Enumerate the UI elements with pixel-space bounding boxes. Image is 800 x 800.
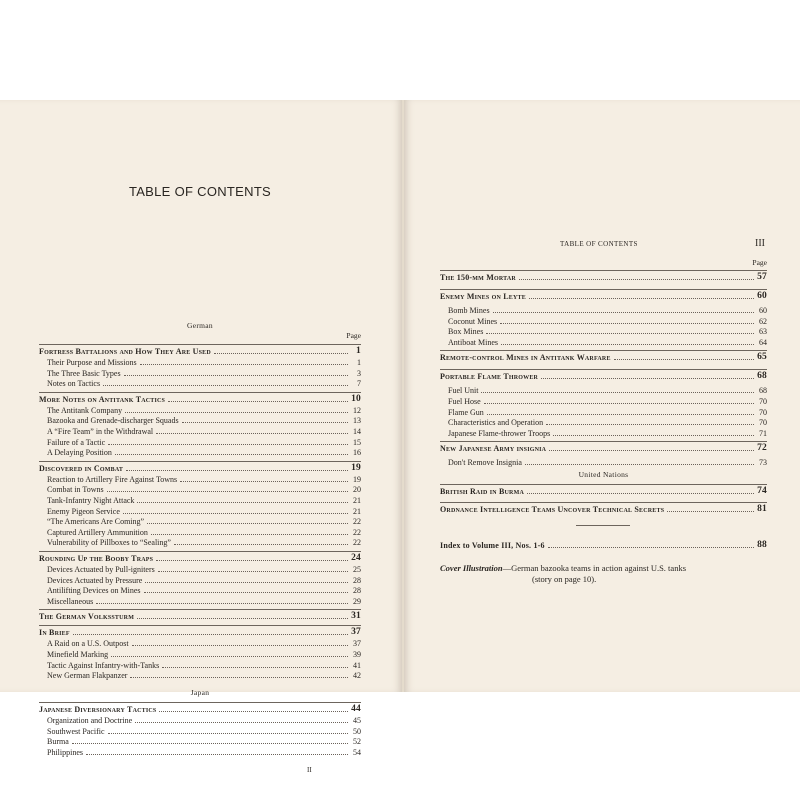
- leader-dots: [168, 401, 348, 402]
- running-head: TABLE OF CONTENTS: [560, 240, 638, 248]
- toc-subentry-page: 70: [759, 397, 767, 406]
- toc-entry-title: Discovered in Combat: [39, 463, 124, 473]
- toc-subentry-page: 19: [353, 474, 361, 484]
- toc-entry[interactable]: [39, 347, 361, 356]
- toc-entry[interactable]: [39, 612, 361, 621]
- toc-entry[interactable]: [440, 505, 767, 514]
- leader-dots: [548, 547, 754, 548]
- toc-subentry[interactable]: [440, 418, 767, 427]
- leader-dots: [108, 444, 348, 445]
- toc-subentry[interactable]: [440, 327, 767, 336]
- toc-entry-page: 37: [351, 627, 361, 638]
- page-column-header: Page: [346, 331, 361, 340]
- toc-entry-page: 57: [757, 272, 767, 282]
- leader-dots: [132, 645, 348, 646]
- cover-illustration-text-2: (story on page 10).: [532, 574, 597, 584]
- toc-subentry[interactable]: [39, 517, 361, 526]
- leader-dots: [111, 656, 348, 657]
- toc-subentry[interactable]: [39, 496, 361, 505]
- leader-dots: [103, 385, 348, 386]
- toc-entry-title: New Japanese Army insignia: [440, 444, 547, 454]
- leader-dots: [553, 435, 754, 436]
- toc-subentry[interactable]: [440, 386, 767, 395]
- toc-entry-page: 1: [356, 346, 361, 356]
- leader-dots: [501, 344, 754, 345]
- leader-dots: [484, 403, 754, 404]
- toc-subentry-title: Flame Gun: [448, 407, 484, 417]
- leader-dots: [115, 454, 348, 455]
- toc-subentry-page: 70: [759, 418, 767, 428]
- toc-subentry-title: Southwest Pacific: [47, 726, 105, 736]
- leader-dots: [125, 412, 348, 413]
- cover-illustration-text: —German bazooka teams in action against U.S. tanks: [502, 563, 687, 573]
- toc-subentry[interactable]: [39, 528, 361, 537]
- toc-subentry-title: Japanese Flame-thrower Troops: [448, 428, 551, 438]
- toc-subentry-title: The Three Basic Types: [47, 368, 121, 378]
- leader-dots: [137, 502, 348, 503]
- toc-subentry[interactable]: [39, 671, 361, 680]
- toc-entry[interactable]: [39, 464, 361, 473]
- toc-subentry[interactable]: [440, 408, 767, 417]
- toc-subentry[interactable]: [440, 338, 767, 347]
- toc-subentry-title: Devices Actuated by Pull-igniters: [47, 565, 155, 574]
- leader-dots: [174, 544, 348, 545]
- toc-entry-page: 31: [351, 611, 361, 622]
- leader-dots: [156, 433, 348, 434]
- toc-subentry-title: Captured Artillery Ammunition: [47, 527, 148, 537]
- toc-entry-title: In Brief: [39, 628, 70, 638]
- toc-entry[interactable]: [39, 705, 361, 714]
- toc-subentry-title: Characteristics and Operation: [448, 418, 544, 428]
- leader-dots: [107, 491, 348, 492]
- toc-entry-page: 24: [351, 553, 361, 563]
- leader-dots: [527, 493, 754, 494]
- leader-dots: [182, 422, 348, 423]
- leader-dots: [525, 464, 754, 465]
- toc-subentry-page: 21: [353, 506, 361, 516]
- page-folio: II: [307, 766, 312, 774]
- toc-subentry-title: A Raid on a U.S. Outpost: [47, 639, 129, 649]
- leader-dots: [108, 733, 348, 734]
- toc-subentry[interactable]: [39, 650, 361, 659]
- toc-subentry[interactable]: [39, 379, 361, 388]
- toc-entry-title: Ordnance Intelligence Teams Uncover Technical Secrets: [440, 505, 665, 514]
- toc-subentry-title: New German Flakpanzer: [47, 671, 128, 681]
- toc-subentry-title: Box Mines: [448, 327, 484, 337]
- divider-rule: [576, 525, 630, 526]
- leader-dots: [144, 592, 348, 593]
- toc-subentry-page: 37: [353, 639, 361, 649]
- leader-dots: [135, 722, 348, 723]
- toc-subentry[interactable]: [39, 475, 361, 484]
- toc-subentry-page: 15: [353, 437, 361, 447]
- toc-subentry-title: Don't Remove Insignia: [448, 458, 522, 468]
- toc-subentry-title: Failure of a Tactic: [47, 437, 106, 447]
- toc-entry-title: The 150-mm Mortar: [440, 273, 516, 282]
- section-heading-japan: Japan: [190, 688, 210, 697]
- toc-subentry-title: A “Fire Team” in the Withdrawal: [47, 427, 154, 436]
- toc-subentry-page: 22: [353, 538, 361, 548]
- toc-entry[interactable]: [39, 628, 361, 637]
- leader-dots: [147, 523, 348, 524]
- leader-dots: [159, 711, 348, 712]
- toc-subentry-title: Their Purpose and Missions: [47, 358, 137, 367]
- leader-dots: [541, 378, 754, 379]
- toc-subentry[interactable]: [39, 716, 361, 725]
- leader-dots: [137, 618, 348, 619]
- toc-entry-page: 10: [351, 393, 361, 404]
- toc-subentry-title: Fuel Hose: [448, 397, 481, 406]
- leader-dots: [72, 743, 348, 744]
- toc-entry[interactable]: [440, 292, 767, 301]
- toc-entry-page: 65: [757, 352, 767, 363]
- toc-subentry-title: Tactic Against Infantry-with-Tanks: [47, 660, 160, 670]
- section-rule: [39, 344, 361, 345]
- section-rule: [440, 289, 767, 290]
- toc-entry[interactable]: [440, 487, 767, 496]
- leader-dots: [86, 754, 348, 755]
- toc-subentry[interactable]: [440, 306, 767, 315]
- toc-entry-page: 74: [757, 486, 767, 496]
- leader-dots: [481, 392, 754, 393]
- leader-dots: [487, 414, 754, 415]
- section-rule: [39, 609, 361, 610]
- page-folio: III: [755, 238, 765, 249]
- toc-subentry-page: 41: [353, 660, 361, 670]
- toc-entry-page: 81: [757, 504, 767, 514]
- toc-subentry-page: 62: [759, 316, 767, 326]
- toc-subentry-page: 28: [353, 586, 361, 596]
- toc-subentry[interactable]: [39, 727, 361, 736]
- toc-subentry-title: Notes on Tactics: [47, 379, 101, 389]
- toc-subentry-title: “The Americans Are Coming”: [47, 517, 145, 527]
- leader-dots: [96, 603, 348, 604]
- toc-subentry[interactable]: [440, 317, 767, 326]
- leader-dots: [73, 634, 348, 635]
- section-rule: [440, 502, 767, 503]
- leader-dots: [158, 571, 348, 572]
- toc-subentry[interactable]: [39, 485, 361, 494]
- leader-dots: [667, 511, 754, 512]
- toc-entry-page: 68: [757, 371, 767, 382]
- toc-subentry[interactable]: [39, 406, 361, 415]
- leader-dots: [156, 560, 348, 561]
- toc-subentry-title: Tank-Infantry Night Attack: [47, 496, 135, 505]
- toc-subentry-title: Miscellaneous: [47, 596, 94, 606]
- toc-subentry[interactable]: [39, 438, 361, 447]
- toc-entry-title: Portable Flame Thrower: [440, 372, 539, 382]
- section-rule: [39, 625, 361, 626]
- toc-subentry-title: Antiboat Mines: [448, 337, 498, 347]
- toc-entry[interactable]: [39, 554, 361, 563]
- section-rule: [440, 369, 767, 370]
- toc-subentry-title: Fuel Unit: [448, 386, 479, 396]
- index-entry[interactable]: [440, 541, 767, 550]
- toc-entry-title: Enemy Mines on Leyte: [440, 292, 526, 301]
- toc-subentry[interactable]: [440, 397, 767, 406]
- toc-subentry[interactable]: [39, 448, 361, 457]
- toc-subentry[interactable]: [39, 586, 361, 595]
- toc-subentry-page: 60: [759, 306, 767, 315]
- right-page: [404, 100, 800, 692]
- toc-entry-title: Fortress Battalions and How They Are Used: [39, 347, 211, 356]
- section-rule: [39, 702, 361, 703]
- toc-subentry[interactable]: [39, 416, 361, 425]
- section-rule: [440, 350, 767, 351]
- toc-subentry-page: 22: [353, 517, 361, 527]
- toc-subentry[interactable]: [39, 737, 361, 746]
- section-rule: [39, 551, 361, 552]
- toc-entry[interactable]: [440, 372, 767, 381]
- toc-subentry[interactable]: [39, 538, 361, 547]
- section-heading-german: German: [187, 321, 213, 330]
- toc-subentry-page: 64: [759, 337, 767, 347]
- leader-dots: [546, 424, 754, 425]
- toc-subentry-page: 50: [353, 726, 361, 736]
- section-rule: [440, 270, 767, 271]
- toc-subentry[interactable]: [39, 358, 361, 367]
- toc-subentry-page: 52: [353, 737, 361, 747]
- toc-entry-title: Remote-control Mines in Antitank Warfare: [440, 353, 611, 363]
- leader-dots: [145, 582, 348, 583]
- cover-illustration-note: [440, 563, 767, 585]
- leader-dots: [614, 359, 754, 360]
- toc-subentry-title: Burma: [47, 737, 69, 747]
- toc-entry[interactable]: [440, 353, 767, 362]
- toc-entry-page: 19: [351, 462, 361, 473]
- toc-subentry-title: Bomb Mines: [448, 306, 490, 315]
- toc-subentry-page: 13: [353, 416, 361, 426]
- toc-subentry-title: Devices Actuated by Pressure: [47, 575, 143, 585]
- toc-entry[interactable]: [440, 444, 767, 453]
- toc-subentry[interactable]: [39, 576, 361, 585]
- left-page: [0, 100, 402, 774]
- toc-subentry-page: 71: [759, 428, 767, 438]
- leader-dots: [549, 450, 754, 451]
- leader-dots: [519, 279, 754, 280]
- toc-subentry-page: 68: [759, 386, 767, 396]
- toc-subentry-page: 3: [357, 368, 361, 378]
- toc-subentry[interactable]: [39, 565, 361, 574]
- section-rule: [440, 441, 767, 442]
- leader-dots: [214, 353, 348, 354]
- toc-subentry-title: Philippines: [47, 747, 84, 757]
- toc-subentry-page: 29: [353, 596, 361, 606]
- toc-subentry-title: Combat in Towns: [47, 485, 104, 495]
- leader-dots: [140, 364, 348, 365]
- toc-subentry-title: Reaction to Artillery Fire Against Towns: [47, 474, 178, 484]
- toc-subentry-title: Vulnerability of Pillboxes to “Sealing”: [47, 538, 171, 548]
- toc-subentry-page: 20: [353, 485, 361, 495]
- toc-subentry-page: 14: [353, 427, 361, 436]
- toc-subentry-page: 28: [353, 575, 361, 585]
- toc-subentry[interactable]: [39, 748, 361, 757]
- toc-entry-page: 60: [757, 291, 767, 301]
- toc-subentry-title: A Delaying Position: [47, 448, 112, 458]
- leader-dots: [124, 375, 348, 376]
- toc-subentry-title: Organization and Doctrine: [47, 716, 133, 725]
- index-label: Index to Volume III, Nos. 1-6: [440, 541, 545, 550]
- leader-dots: [493, 312, 754, 313]
- toc-subentry-page: 12: [353, 405, 361, 415]
- toc-subentry[interactable]: [39, 639, 361, 648]
- leader-dots: [529, 298, 754, 299]
- toc-entry-page: 72: [757, 443, 767, 454]
- toc-subentry[interactable]: [39, 427, 361, 436]
- toc-subentry-title: Antilifting Devices on Mines: [47, 586, 141, 596]
- toc-subentry-page: 16: [353, 448, 361, 458]
- page-title: TABLE OF CONTENTS: [128, 184, 272, 199]
- toc-entry[interactable]: [39, 395, 361, 404]
- index-page-number: 88: [757, 540, 767, 550]
- toc-entry-title: Japanese Diversionary Tactics: [39, 705, 157, 714]
- toc-subentry[interactable]: [39, 369, 361, 378]
- toc-subentry[interactable]: [39, 661, 361, 670]
- toc-entry-title: The German Volkssturm: [39, 612, 135, 622]
- toc-subentry-page: 25: [353, 565, 361, 574]
- toc-subentry-page: 63: [759, 327, 767, 337]
- section-rule: [39, 392, 361, 393]
- section-rule: [39, 461, 361, 462]
- toc-subentry-page: 73: [759, 458, 767, 468]
- toc-entry-title: Rounding Up the Booby Traps: [39, 554, 154, 563]
- leader-dots: [130, 677, 348, 678]
- leader-dots: [500, 323, 754, 324]
- toc-entry-title: More Notes on Antitank Tactics: [39, 394, 166, 404]
- page-column-header: Page: [752, 258, 767, 267]
- leader-dots: [151, 534, 348, 535]
- toc-subentry[interactable]: [39, 507, 361, 516]
- toc-subentry-page: 21: [353, 496, 361, 505]
- toc-subentry-page: 39: [353, 650, 361, 659]
- section-rule: [440, 484, 767, 485]
- toc-subentry[interactable]: [440, 458, 767, 467]
- toc-entry[interactable]: [440, 273, 767, 282]
- leader-dots: [486, 333, 754, 334]
- toc-subentry[interactable]: [440, 429, 767, 438]
- toc-subentry-title: Minefield Marking: [47, 650, 109, 659]
- toc-subentry-page: 22: [353, 527, 361, 537]
- toc-subentry-title: Enemy Pigeon Service: [47, 506, 120, 516]
- toc-subentry-page: 70: [759, 407, 767, 417]
- toc-subentry-page: 7: [357, 379, 361, 389]
- toc-subentry-page: 54: [353, 747, 361, 757]
- toc-subentry-page: 42: [353, 671, 361, 681]
- leader-dots: [123, 513, 348, 514]
- toc-entry-page: 44: [351, 704, 361, 714]
- toc-subentry[interactable]: [39, 597, 361, 606]
- cover-illustration-label: Cover Illustration: [440, 563, 503, 573]
- toc-subentry-title: Bazooka and Grenade-discharger Squads: [47, 416, 179, 426]
- toc-entry-title: British Raid in Burma: [440, 487, 524, 496]
- toc-subentry-page: 45: [353, 716, 361, 725]
- leader-dots: [162, 667, 348, 668]
- toc-subentry-title: The Antitank Company: [47, 405, 123, 415]
- leader-dots: [126, 470, 348, 471]
- toc-subentry-page: 1: [357, 358, 361, 367]
- toc-subentry-title: Coconut Mines: [448, 316, 498, 326]
- section-heading-united-nations: United Nations: [578, 470, 629, 479]
- leader-dots: [180, 481, 348, 482]
